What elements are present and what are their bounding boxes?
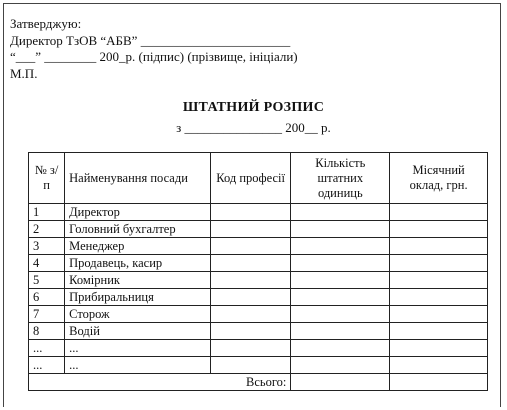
- table-row: [29, 221, 488, 238]
- header-monthly-salary: Місячний оклад, грн.: [390, 153, 488, 204]
- row-count-cell: [291, 357, 390, 374]
- row-number: 5: [29, 272, 65, 289]
- total-label: Всього:: [29, 374, 291, 391]
- approval-director-line: Директор ТзОВ “АБВ” _______________________: [10, 32, 291, 48]
- row-count-cell: [291, 221, 390, 238]
- row-count-cell: [291, 289, 390, 306]
- total-row: [29, 374, 488, 391]
- row-code-cell: [210, 340, 290, 357]
- row-number: 2: [29, 221, 65, 238]
- row-position: ...: [65, 357, 211, 374]
- row-position: Продавець, касир: [65, 255, 211, 272]
- table-row: [29, 357, 488, 374]
- row-code-cell: [210, 357, 290, 374]
- row-position: Директор: [65, 204, 211, 221]
- row-salary-cell: [390, 323, 488, 340]
- staff-schedule-table: [28, 152, 488, 391]
- row-code-cell: [210, 255, 290, 272]
- row-count-cell: [291, 272, 390, 289]
- document-title: ШТАТНИЙ РОЗПИС: [182, 100, 325, 115]
- row-position: Менеджер: [65, 238, 211, 255]
- row-salary-cell: [390, 204, 488, 221]
- row-salary-cell: [390, 340, 488, 357]
- row-code-cell: [210, 221, 290, 238]
- header-profession-code: Код професії: [210, 153, 290, 204]
- total-count-cell: [291, 374, 390, 391]
- row-salary-cell: [390, 289, 488, 306]
- table-row: [29, 204, 488, 221]
- row-position: Комірник: [65, 272, 211, 289]
- row-number: 3: [29, 238, 65, 255]
- row-position: ...: [65, 340, 211, 357]
- table-row: [29, 238, 488, 255]
- approval-block: [10, 16, 298, 82]
- row-number: ...: [29, 357, 65, 374]
- header-position-name: Найменування посади: [65, 153, 211, 204]
- row-position: Водій: [65, 323, 211, 340]
- table-header-row: [29, 153, 488, 204]
- row-code-cell: [210, 238, 290, 255]
- approval-date-signature-line: “___” ________ 200_р. (підпис) (прізвище, ініціали): [10, 49, 298, 64]
- header-number: № з/п: [29, 153, 65, 204]
- row-salary-cell: [390, 255, 488, 272]
- row-count-cell: [291, 238, 390, 255]
- row-count-cell: [291, 340, 390, 357]
- approval-stamp-label: М.П.: [10, 65, 38, 81]
- approval-heading: Затверджую:: [10, 16, 82, 31]
- table-row: [29, 340, 488, 357]
- row-code-cell: [210, 323, 290, 340]
- row-code-cell: [210, 204, 290, 221]
- row-salary-cell: [390, 238, 488, 255]
- row-number: ...: [29, 340, 65, 357]
- row-code-cell: [210, 272, 290, 289]
- row-code-cell: [210, 306, 290, 323]
- table-row: [29, 255, 488, 272]
- row-number: 4: [29, 255, 65, 272]
- row-count-cell: [291, 306, 390, 323]
- row-count-cell: [291, 204, 390, 221]
- row-number: 7: [29, 306, 65, 323]
- row-count-cell: [291, 255, 390, 272]
- row-number: 1: [29, 204, 65, 221]
- row-count-cell: [291, 323, 390, 340]
- table-row: [29, 289, 488, 306]
- table-body: [29, 204, 488, 391]
- header-staff-units: Кількість штатних одиниць: [291, 153, 390, 204]
- row-code-cell: [210, 289, 290, 306]
- row-position: Прибиральниця: [65, 289, 211, 306]
- table-row: [29, 306, 488, 323]
- row-number: 8: [29, 323, 65, 340]
- row-position: Сторож: [65, 306, 211, 323]
- table-row: [29, 272, 488, 289]
- row-salary-cell: [390, 221, 488, 238]
- table-row: [29, 323, 488, 340]
- row-position: Головний бухгалтер: [65, 221, 211, 238]
- row-salary-cell: [390, 357, 488, 374]
- row-salary-cell: [390, 272, 488, 289]
- document-date-line: з _______________ 200__ р.: [176, 120, 331, 135]
- total-salary-cell: [390, 374, 488, 391]
- row-salary-cell: [390, 306, 488, 323]
- row-number: 6: [29, 289, 65, 306]
